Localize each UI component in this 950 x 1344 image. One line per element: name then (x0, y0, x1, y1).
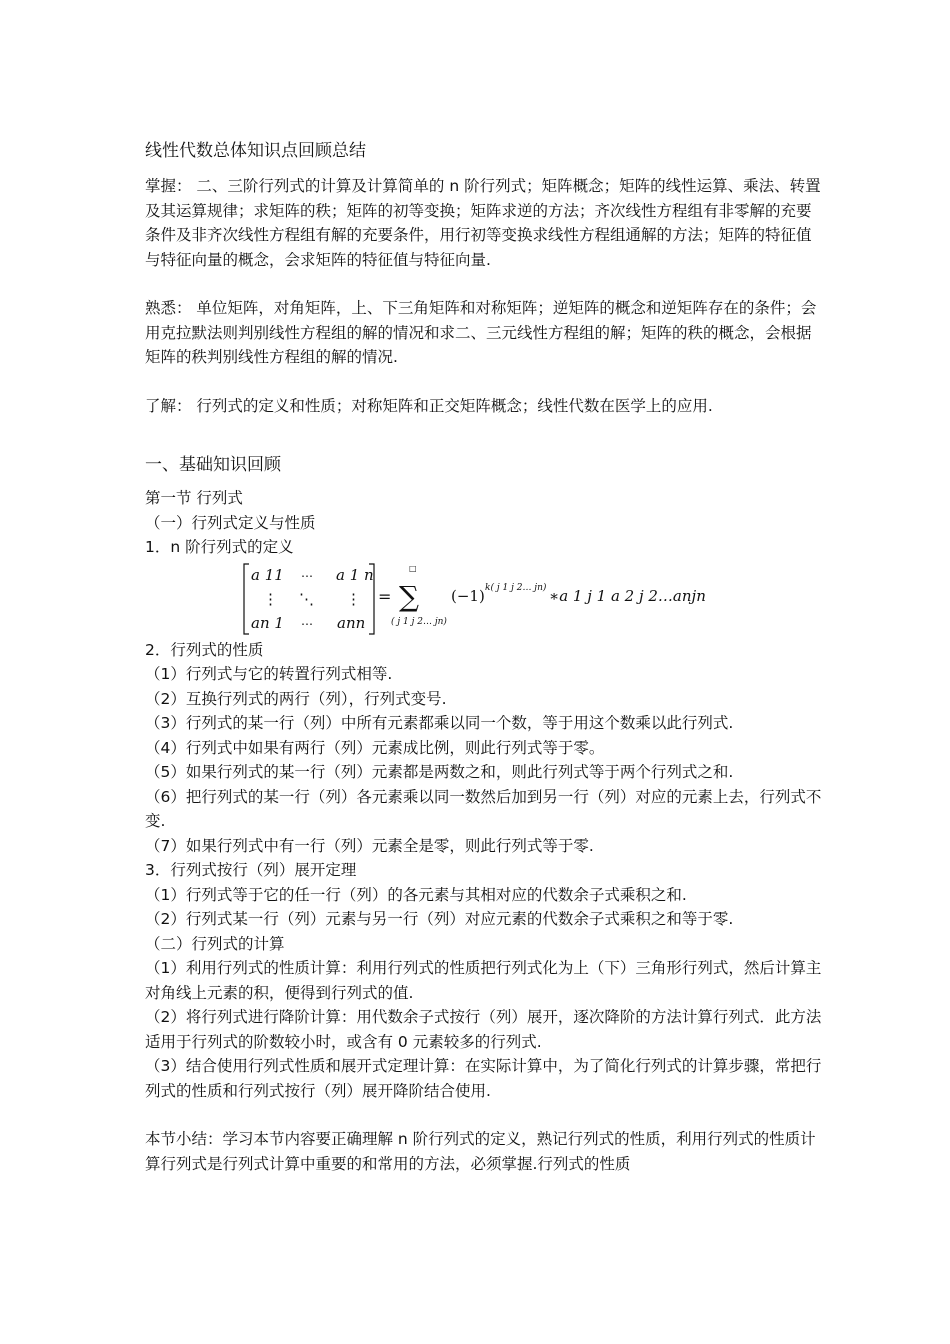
calc-method-1: （1）利用行列式的性质计算：利用行列式的性质把行列式化为上（下）三角形行列式，然后计算主对角线上元素的积，便得到行列式的值. (145, 959, 822, 1002)
document-body (145, 138, 825, 1176)
product-term: ∗a 1 j 1 a 2 j 2…anjn (549, 586, 706, 605)
sum-upper-limit: □ (409, 563, 417, 573)
matrix-cell-11: a 11 (251, 565, 284, 584)
matrix-cell-31: an 1 (251, 613, 284, 632)
calc-method-2: （2）将行列式进行降阶计算：用代数余子式按行（列）展开，逐次降阶的方法计算行列式．此方法适用于行列式的阶数较小时，或含有 0 元素较多的行列式. (145, 1008, 822, 1051)
sign-factor: (−1) (451, 586, 485, 605)
familiar-paragraph: 熟悉： 单位矩阵，对角矩阵，上、下三角矩阵和对称矩阵；逆矩阵的概念和逆矩阵存在的条件；会用克拉默法则判别线性方程组的解的情况和求二、三元线性方程组的解；矩阵的秩的概念，会根据矩阵的秩判别线性方程组的解的情况. (145, 299, 817, 366)
matrix-cell-21: ⋮ (263, 589, 278, 608)
document-title: 线性代数总体知识点回顾总结 (145, 141, 366, 161)
understand-paragraph: 了解： 行列式的定义和性质；对称矩阵和正交矩阵概念；线性代数在医学上的应用. (145, 396, 713, 415)
property-7: （7）如果行列式中有一行（列）元素全是零，则此行列式等于零. (145, 836, 594, 855)
sign-exponent: k( j 1 j 2… jn) (485, 582, 547, 593)
property-5: （5）如果行列式的某一行（列）元素都是两数之和，则此行列式等于两个行列式之和. (145, 763, 734, 781)
expansion-2: （2）行列式某一行（列）元素与另一行（列）对应元素的代数余子式乘积之和等于零. (145, 910, 734, 928)
matrix-cell-22: ⋱ (299, 589, 314, 608)
item-heading-3: 3．行列式按行（列）展开定理 (145, 861, 357, 879)
determinant-formula (145, 560, 825, 638)
property-3: （3）行列式的某一行（列）中所有元素都乘以同一个数，等于用这个数乘以此行列式. (145, 714, 734, 732)
sum-lower-limit: ( j 1 j 2… jn) (391, 616, 447, 627)
item-heading-1: 1．n 阶行列式的定义 (145, 538, 294, 556)
item-heading-2: 2．行列式的性质 (145, 640, 264, 659)
property-6: （6）把行列式的某一行（列）各元素乘以同一数然后加到另一行（列）对应的元素上去，行列式不变. (145, 787, 822, 830)
matrix-left-bracket (244, 564, 249, 634)
property-1: （1）行列式与它的转置行列式相等. (145, 665, 393, 683)
section-heading: 一、基础知识回顾 (145, 455, 281, 475)
property-4: （4）行列式中如果有两行（列）元素成比例，则此行列式等于零。 (145, 738, 605, 757)
subsection-heading-2: （二）行列式的计算 (145, 934, 285, 953)
matrix-cell-12: ⋯ (301, 568, 313, 583)
matrix-cell-32: ⋯ (301, 616, 313, 631)
matrix-cell-33: ann (337, 613, 366, 632)
matrix-cell-23: ⋮ (346, 589, 361, 608)
property-2: （2）互换行列式的两行（列），行列式变号. (145, 689, 447, 708)
sum-symbol: ∑ (399, 579, 419, 613)
expansion-1: （1）行列式等于它的任一行（列）的各元素与其相对应的代数余子式乘积之和. (145, 885, 687, 904)
chapter-heading: 第一节 行列式 (145, 489, 243, 507)
subsection-heading-1: （一）行列式定义与性质 (145, 513, 316, 532)
equals-sign: = (378, 586, 392, 606)
calc-method-3: （3）结合使用行列式性质和展开式定理计算：在实际计算中，为了简化行列式的计算步骤，常把行列式的性质和行列式按行（列）展开降阶结合使用. (145, 1057, 822, 1100)
matrix-cell-13: a 1 n (336, 565, 374, 584)
section-summary: 本节小结：学习本节内容要正确理解 n 阶行列式的定义，熟记行列式的性质，利用行列式的性质计算行列式是行列式计算中重要的和常用的方法，必须掌握.行列式的性质 (145, 1130, 816, 1173)
master-paragraph: 掌握： 二、三阶行列式的计算及计算简单的 n 阶行列式；矩阵概念；矩阵的线性运算、乘法、转置及其运算规律；求矩阵的秩；矩阵的初等变换；矩阵求逆的方法；齐次线性方程组有非零解的充要条件及非齐次线性方程组有解的充要条件，用行初等变换求线性方程组通解的方法；矩阵的特征值与特征向量的概念，会求矩阵的特征值与特征向量. (145, 177, 821, 269)
